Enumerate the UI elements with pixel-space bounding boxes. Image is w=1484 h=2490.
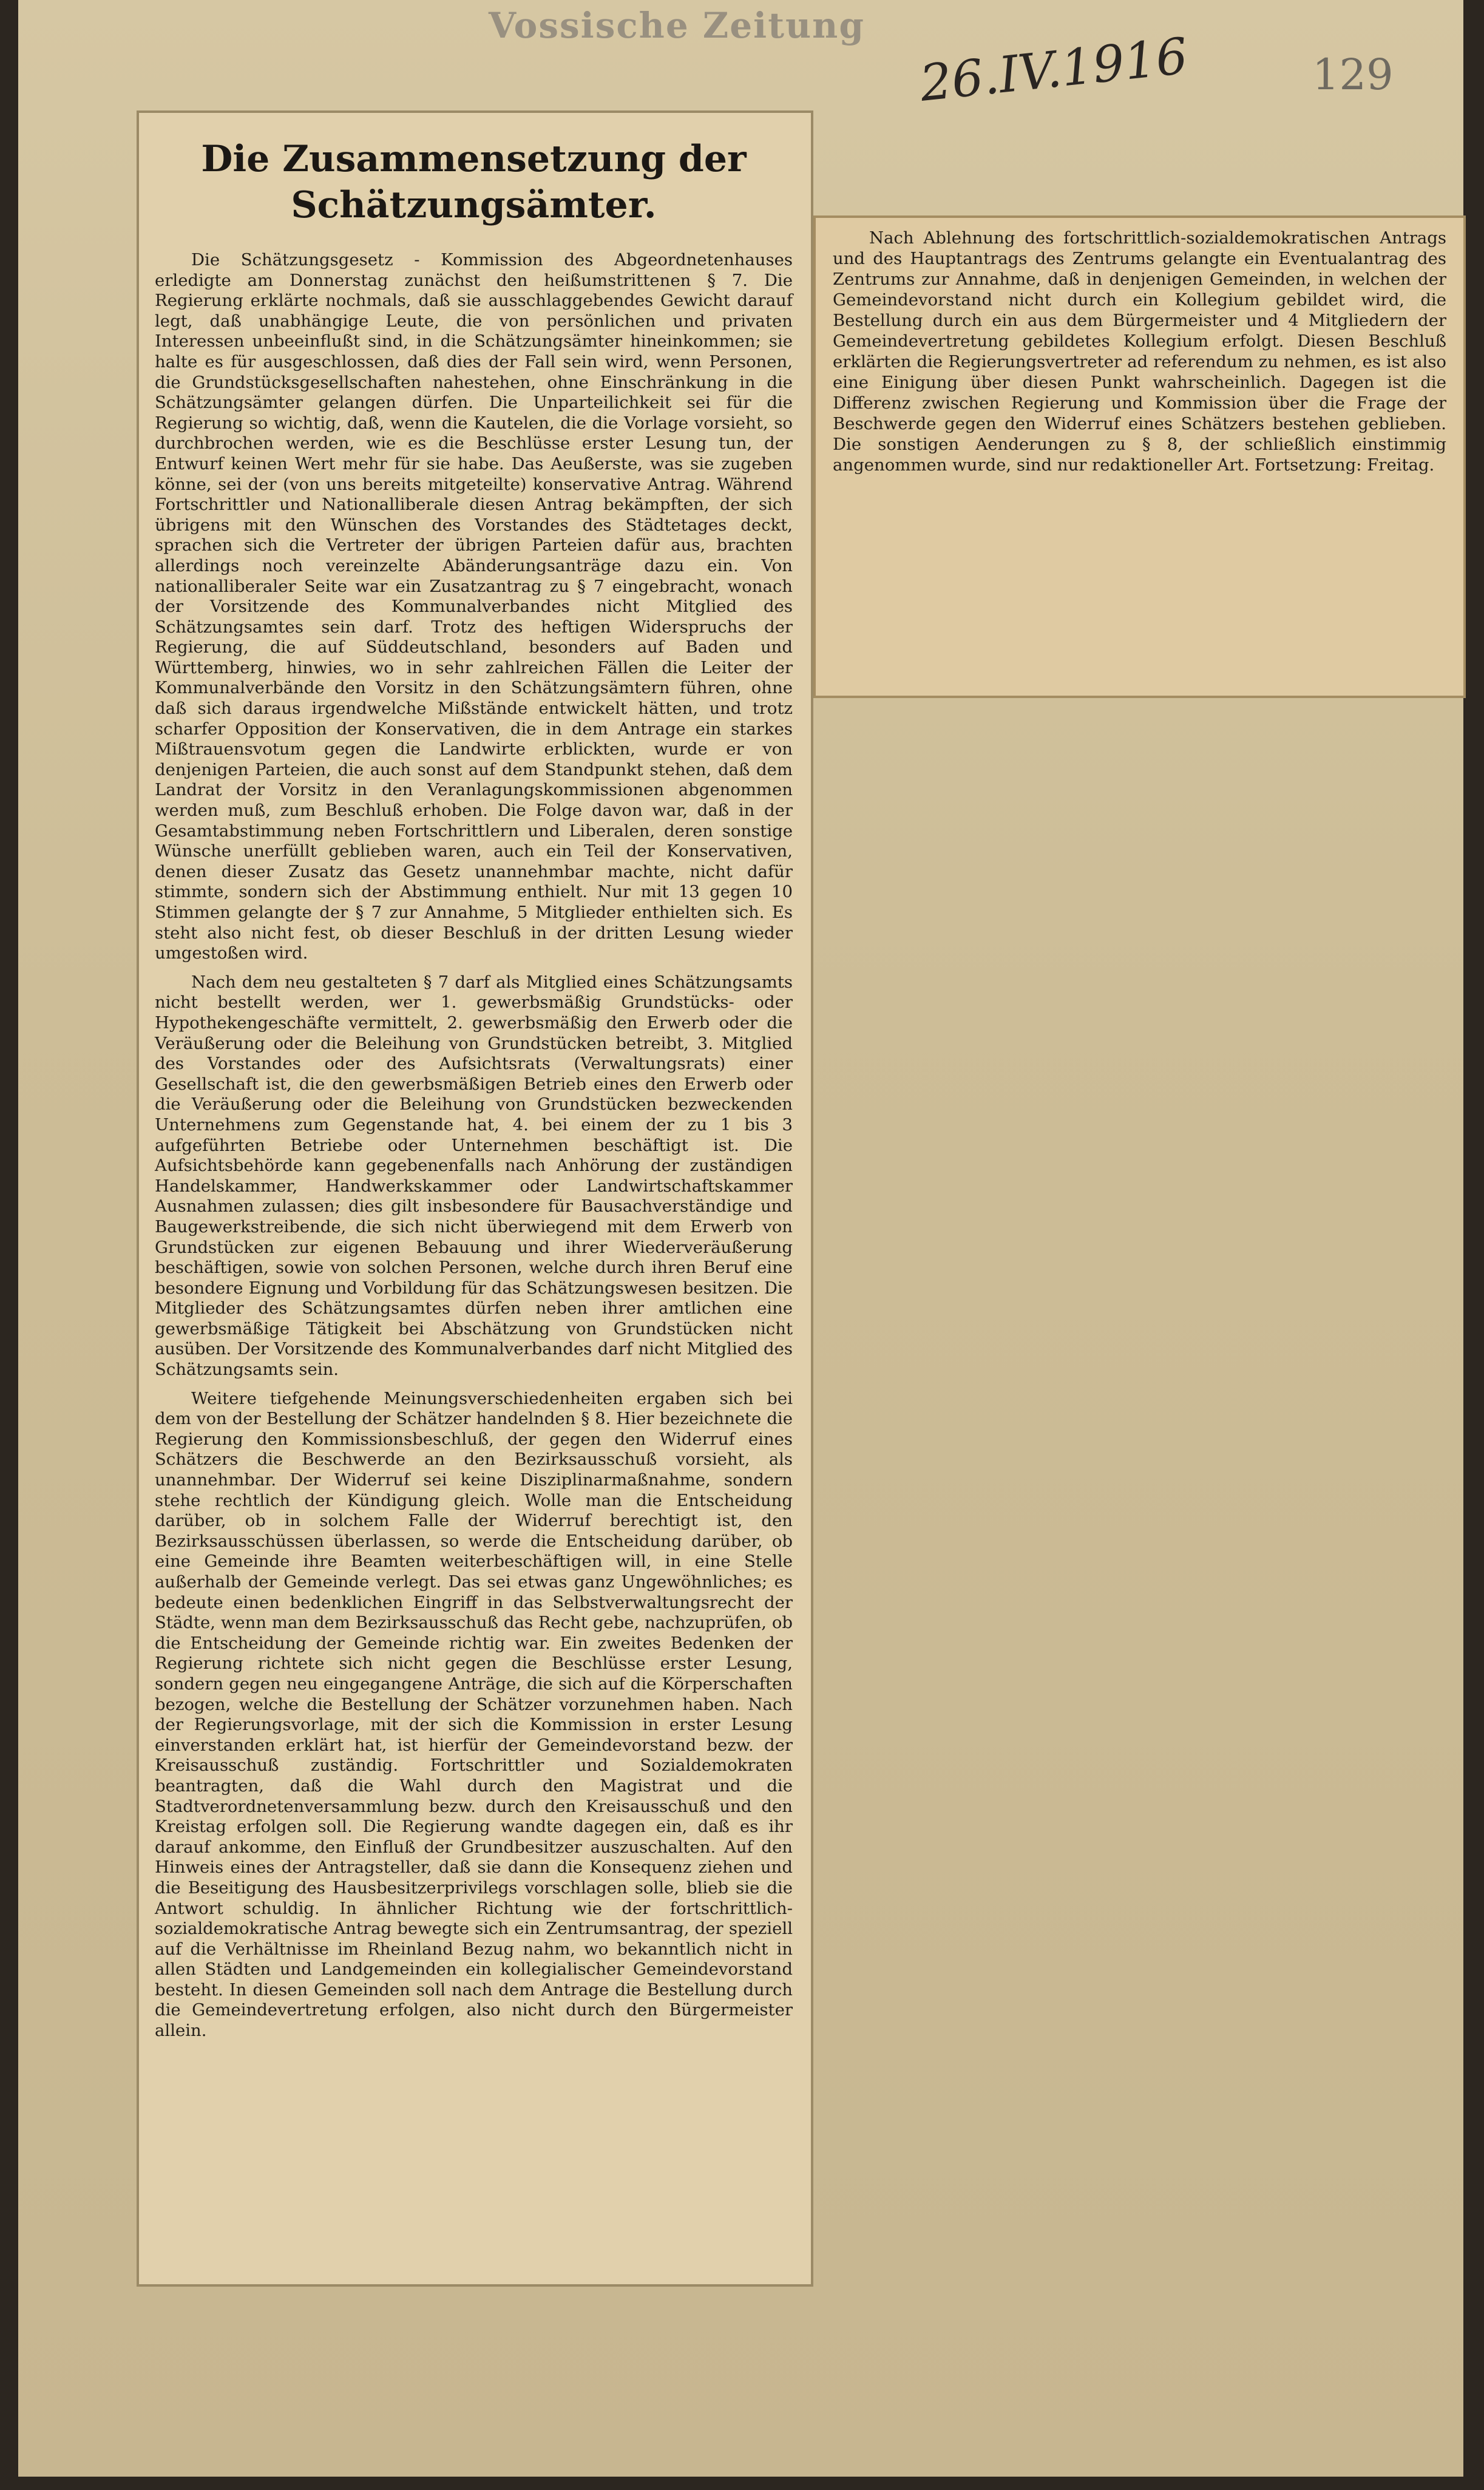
article-continuation: Nach Ablehnung des fortschrittlich-sozialdemokratischen Antrags und des Hauptantrags des Zentrums gelangte ein Eventualantrag des Zentrums zur Annahme, daß in denjenigen Gemeinden, in welchen der Gemeindevorstand nicht durch ein Kollegium gebildet wird, die Bestellung durch ein aus dem Bürgermeister und 4 Mitgliedern der Gemeindevertretung gebildetes Kollegium erfolgt. Diesen Beschluß erklärten die Regierungsvertreter ad referendum zu nehmen, es ist also eine Einigung über diesen Punkt wahrscheinlich. Dagegen ist die Differenz zwischen Regierung und Kommission über die Frage der Beschwerde gegen den Widerruf eines Schätzers bestehen geblieben. Die sonstigen Aenderungen zu § 8, der schließlich einstimmig angenommen wurde, sind nur redaktioneller Art. Fortsetzung: Freitag. <box>833 228 1446 475</box>
page-number: 129 <box>1312 50 1394 100</box>
article-clipping-continuation <box>813 215 1466 698</box>
scan-border-bottom <box>0 2477 1484 2490</box>
article-paragraph-1: Die Schätzungsgesetz - Kommission des Abgeordnetenhauses erledigte am Donnerstag zunächst den heißumstrittenen § 7. Die Regierung erklärte nochmals, daß sie ausschlaggebendes Gewicht darauf legt, daß unabhängige Leute, die von persönlichen und privaten Interessen unbeeinflußt sind, in die Schätzungsämter hineinkommen; sie halte es für ausgeschlossen, daß dies der Fall sein wird, wenn Personen, die Grundstücksgesellschaften nahestehen, ohne Einschränkung in die Schätzungsämter gelangen dürfen. Die Unparteilichkeit sei für die Regierung so wichtig, daß, wenn die Kautelen, die die Vorlage vorsieht, so durchbrochen werden, wie es die Beschlüsse erster Lesung tun, der Entwurf keinen Wert mehr für sie habe. Das Aeußerste, was sie zugeben könne, sei der (von uns bereits mitgeteilte) konservative Antrag. Während Fortschrittler und Nationalliberale diesen Antrag bekämpften, der sich übrigens mit den Wünschen des Vorstandes des Städtetages deckt, sprachen sich die Vertreter der übrigen Parteien dafür aus, brachten allerdings noch vereinzelte Abänderungsanträge dazu ein. Von nationalliberaler Seite war ein Zusatzantrag zu § 7 eingebracht, wonach der Vorsitzende des Kommunalverbandes nicht Mitglied des Schätzungsamtes sein darf. Trotz des heftigen Widerspruchs der Regierung, die auf Süddeutschland, besonders auf Baden und Württemberg, hinwies, wo in sehr zahlreichen Fällen die Leiter der Kommunalverbände den Vorsitz in den Schätzungsämtern führen, ohne daß sich daraus irgendwelche Mißstände entwickelt hätten, und trotz scharfer Opposition der Konservativen, die in dem Antrage ein starkes Mißtrauensvotum gegen die Landwirte erblickten, wurde er von denjenigen Parteien, die auch sonst auf dem Standpunkt stehen, daß dem Landrat der Vorsitz in den Veranlagungskommissionen abgenommen werden muß, zum Beschluß erhoben. Die Folge davon war, daß in der Gesamtabstimmung neben Fortschrittlern und Liberalen, deren sonstige Wünsche unerfüllt geblieben waren, auch ein Teil der Konservativen, denen dieser Zusatz das Gesetz unannehmbar machte, nicht dafür stimmte, sondern sich der Abstimmung enthielt. Nur mit 13 gegen 10 Stimmen gelangte der § 7 zur Annahme, 5 Mitglieder enthielten sich. Es steht also nicht fest, ob dieser Beschluß in der dritten Lesung wieder umgestoßen wird. <box>155 250 793 963</box>
article-paragraph-2: Nach dem neu gestalteten § 7 darf als Mitglied eines Schätzungsamts nicht bestellt werden, wer 1. gewerbsmäßig Grundstücks- oder Hypothekengeschäfte vermittelt, 2. gewerbsmäßig den Erwerb oder die Veräußerung oder die Beleihung von Grundstücken betreibt, 3. Mitglied des Vorstandes oder des Aufsichtsrats (Verwaltungsrats) einer Gesellschaft ist, die den gewerbsmäßigen Betrieb eines den Erwerb oder die Veräußerung oder die Beleihung von Grundstücken bezweckenden Unternehmens zum Gegenstande hat, 4. bei einem der zu 1 bis 3 aufgeführten Betriebe oder Unternehmen beschäftigt ist. Die Aufsichtsbehörde kann gegebenenfalls nach Anhörung der zuständigen Handelskammer, Handwerkskammer oder Landwirtschaftskammer Ausnahmen zulassen; dies gilt insbesondere für Bausachverständige und Baugewerkstreibende, die sich nicht überwiegend mit dem Erwerb von Grundstücken zur eigenen Bebauung und ihrer Wiederveräußerung beschäftigen, sowie von solchen Personen, welche durch ihren Beruf eine besondere Eignung und Vorbildung für das Schätzungswesen besitzen. Die Mitglieder des Schätzungsamtes dürfen neben ihrer amtlichen eine gewerbsmäßige Tätigkeit bei Abschätzung von Grundstücken nicht ausüben. Der Vorsitzende des Kommunalverbandes darf nicht Mitglied des Schätzungsamts sein. <box>155 972 793 1380</box>
scan-border-right <box>1463 0 1484 2490</box>
article-paragraph-3: Weitere tiefgehende Meinungsverschiedenheiten ergaben sich bei dem von der Bestellung der Schätzer handelnden § 8. Hier bezeichnete die Regierung den Kommissionsbeschluß, der gegen den Widerruf eines Schätzers die Beschwerde an den Bezirksausschuß vorsieht, als unannehmbar. Der Widerruf sei keine Disziplinarmaßnahme, sondern stehe rechtlich der Kündigung gleich. Wolle man die Entscheidung darüber, ob in solchem Falle der Widerruf berechtigt ist, den Bezirksausschüssen überlassen, so werde die Entscheidung darüber, ob eine Gemeinde ihre Beamten weiterbeschäftigen will, in eine Stelle außerhalb der Gemeinde verlegt. Das sei etwas ganz Ungewöhnliches; es bedeute einen bedenklichen Eingriff in das Selbstverwaltungsrecht der Städte, wenn man dem Bezirksausschuß das Recht gebe, nachzuprüfen, ob die Entscheidung der Gemeinde richtig war. Ein zweites Bedenken der Regierung richtete sich nicht gegen die Beschlüsse erster Lesung, sondern gegen neu eingegangene Anträge, die sich auf die Körperschaften bezogen, welche die Bestellung der Schätzer vorzunehmen haben. Nach der Regierungsvorlage, mit der sich die Kommission in erster Lesung einverstanden erklärt hat, ist hierfür der Gemeindevorstand bezw. der Kreisausschuß zuständig. Fortschrittler und Sozialdemokraten beantragten, daß die Wahl durch den Magistrat und die Stadtverordnetenversammlung bezw. durch den Kreisausschuß und den Kreistag erfolgen soll. Die Regierung wandte dagegen ein, daß es ihr darauf ankomme, den Einfluß der Grundbesitzer auszuschalten. Auf den Hinweis eines der Antragsteller, daß sie dann die Konsequenz ziehen und die Beseitigung des Hausbesitzerprivilegs vorschlagen solle, blieb sie die Antwort schuldig. In ähnlicher Richtung wie der fortschrittlich-sozialdemokratische Antrag bewegte sich ein Zentrumsantrag, der speziell auf die Verhältnisse im Rheinland Bezug nahm, wo bekanntlich nicht in allen Städten und Landgemeinden ein kollegialischer Gemeindevorstand besteht. In diesen Gemeinden soll nach dem Antrage die Bestellung durch die Gemeindevertretung erfolgen, also nicht durch den Bürgermeister allein. <box>155 1388 793 2041</box>
handwritten-date: 26.IV.1916 <box>917 27 1191 113</box>
scan-border-left <box>0 0 18 2490</box>
article-clipping-main <box>137 110 813 2287</box>
article-headline: Die Zusammensetzung der Schätzungsämter. <box>201 138 747 226</box>
newspaper-source-stamp: Vossische Zeitung <box>489 5 865 46</box>
